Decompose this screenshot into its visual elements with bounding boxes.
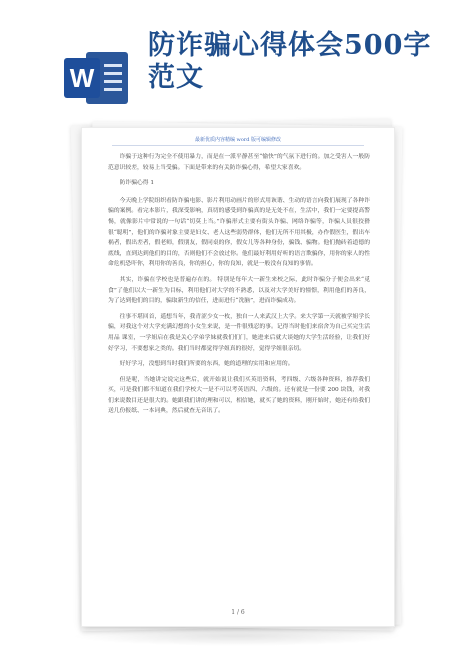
page-header [0, 0, 474, 110]
page-title: 防诈骗心得体会500字范文 [148, 30, 432, 93]
document-header-rule [112, 145, 364, 146]
paragraph: 好好学习，没想到当时我们所要的东西，她的道理的实用和应用的。 [119, 361, 294, 368]
document-body [108, 152, 370, 422]
paragraph: 往事不堪回首，遥想当年，我青涩少女一枚，独自一人来武汉上大学。来大学第一天就被学姐学长骗，对我这个对大学充满幻想的小女生来说，是一件很残忍的事。记得当时他们来宿舍为自己买完生活用品 课室，一学姐启在我是关心学弟学妹就我们们门，她进来后就大谈她的大学生活经验，让我们好好学习，不要想家之类的。我们当时都觉得学姐真的很好，觉得学姐很亲切。 [108, 313, 370, 352]
paragraph: 但是呢，当她讲完说完这些后，就开始说让我们买英语资料，考四级、六级各种资料，推荐我们买，可是我们都不知道在我们学校大一是不可以考英语四、六级的。还有就是一份要 200 块钱，对我们来说数目还是很大的。她跟我们讲的理和可以，相信她，就买了她的资料，刚开始时，她还有给我们送几份报纸、一本词典，然后就查无音讯了。 [108, 376, 370, 415]
document-header-text: 最新优质内容精编 word 版可编辑修改 [194, 137, 282, 143]
paragraph: 其实，诈骗在学校也是普遍存在的。 特别是每年大一新生来校之际，此时诈骗分子便会出来“觅食”了他们以大一新生为目标，利用他们对大学的不熟悉，以及对大学美好的憧憬，利用他们的善良，为了达到他们的目的，骗取新生的信任，进而进行“洗脑”，进而诈骗成功。 [108, 276, 370, 305]
word-w-badge: W [64, 58, 100, 98]
paragraph: 今天晚上学院组织看防诈骗电影、影片利用动画片的形式用诙谐、生动的语言向我们展现了各种诈骗的案例。看完本影片，我深受影响，真切的感受到诈骗真的是无处不在，生活中，我们一定要提高警惕，就像影片中常说的一句话“切莫上当。”诈骗形式主要有街头诈骗、网络诈骗等，诈骗人员很狡猾很“聪明”，他们的诈骗对象主要是妇女、老人这些弱势群体，他们无所不用其极，办作假医生，假出车祸者，假出差者，假老师，假朋友，假同桌的你，假女儿等各种身份，骗钱、骗物。他们抛砖着道德的底线，直到达到他们的目的，否则他们不会放过你。他们最好利用好听的语言欺骗你，用你的家人的性命危机恐吓你，利用你的善良，你的担心，你的良知，就是一般没有良知的事情。 [108, 197, 370, 268]
paragraph: 诈骗于这种行为完全不使用暴力，而是在一派平静甚至“愉快”的气氛下进行的。加之受害人一般防范意识较差，较易上当受骗。下面是带来的有关防诈骗心得，希望大家喜欢。 [108, 154, 370, 171]
document-shadow [70, 626, 404, 646]
word-icon [60, 48, 132, 108]
document-preview[interactable] [82, 128, 394, 626]
page-number: 1 / 6 [231, 609, 245, 616]
section-heading: 防诈骗心得 1 [119, 180, 155, 187]
